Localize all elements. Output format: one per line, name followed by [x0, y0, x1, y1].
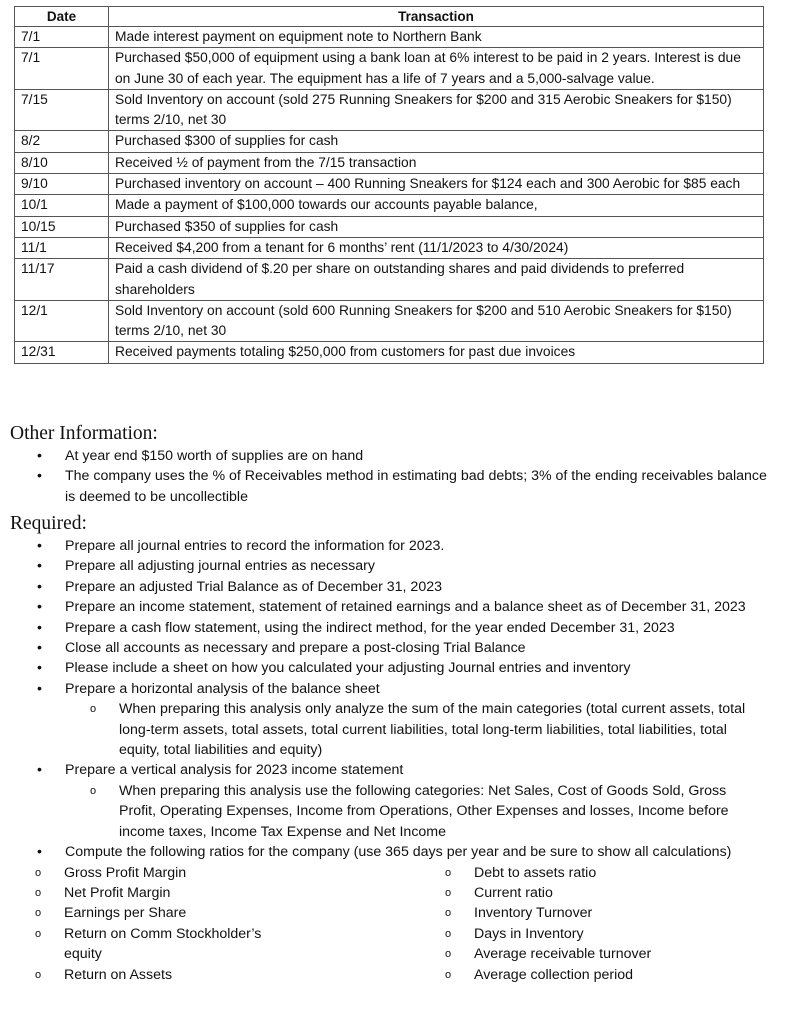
transaction-cell: Purchased $350 of supplies for cash — [109, 216, 764, 237]
list-item: • Prepare a cash flow statement, using the indirect method, for the year ended December 31, 2023 — [10, 618, 777, 638]
other-information-section — [10, 422, 777, 507]
ratio-item: o Earnings per Share — [10, 903, 310, 923]
list-item: • Close all accounts as necessary and prepare a post-closing Trial Balance — [10, 638, 777, 658]
sub-list — [65, 699, 777, 760]
bullet-icon: • — [37, 599, 42, 616]
list-item: • At year end $150 worth of supplies are on hand — [10, 446, 777, 466]
date-cell: 12/31 — [15, 342, 109, 363]
table-row — [15, 216, 764, 237]
table-body — [15, 27, 764, 364]
table-row — [15, 237, 764, 258]
circle-bullet-icon: o — [35, 907, 42, 920]
ratio-item: o Average receivable turnover — [420, 944, 720, 964]
circle-bullet-icon: o — [445, 927, 452, 940]
date-header: Date — [15, 7, 109, 27]
date-cell: 10/15 — [15, 216, 109, 237]
ratios-left-column — [10, 863, 310, 985]
sub-list — [65, 781, 777, 842]
bullet-icon: • — [37, 578, 42, 595]
table-row — [15, 89, 764, 131]
table-row — [15, 152, 764, 173]
circle-bullet-icon: o — [445, 968, 452, 981]
table-row — [15, 48, 764, 90]
ratio-item: o Days in Inventory — [420, 924, 720, 944]
transaction-cell: Sold Inventory on account (sold 600 Running Sneakers for $200 and 510 Aerobic Sneakers for $150) terms 2/10, net 30 — [109, 300, 764, 342]
date-cell: 10/1 — [15, 195, 109, 216]
list-item: • Prepare an adjusted Trial Balance as of December 31, 2023 — [10, 577, 777, 597]
table-row — [15, 342, 764, 363]
required-section — [10, 512, 794, 985]
transaction-cell: Made a payment of $100,000 towards our accounts payable balance, — [109, 195, 764, 216]
ratio-item: o Net Profit Margin — [10, 883, 310, 903]
circle-bullet-icon: o — [445, 907, 452, 920]
circle-bullet-icon: o — [35, 886, 42, 899]
ratio-item: o Return on Comm Stockholder’s equity — [35, 925, 262, 963]
sub-list-item: o When preparing this analysis use the following categories: Net Sales, Cost of Goods Sold, Gross Profit, Operating Expenses, Income from Operations, Other Expenses and losses, Income before income taxes, Income Tax Expense and Net Income — [90, 782, 729, 840]
table-header-row — [15, 7, 764, 27]
ratios-list — [35, 863, 794, 985]
circle-bullet-icon: o — [90, 703, 97, 716]
list-item: • Prepare all adjusting journal entries as necessary — [10, 556, 777, 576]
circle-bullet-icon: o — [445, 866, 452, 879]
date-cell: 8/2 — [15, 131, 109, 152]
list-item: • Prepare a vertical analysis for 2023 income statement o When preparing this analysis use the following categories: Net Sales, Cost of Goods Sold, Gross Profit, Operating Expenses, Income from Operations, Other Expenses and losses, Income before income taxes, Income Tax Expense and Net Income — [10, 760, 777, 842]
transaction-cell: Purchased $50,000 of equipment using a bank loan at 6% interest to be paid in 2 years. Interest is due on June 30 of each year. The equipment has a life of 7 years and a 5,000-salvage value. — [109, 48, 764, 90]
bullet-icon: • — [37, 538, 42, 554]
bullet-icon: • — [37, 660, 42, 677]
list-item: • Prepare all journal entries to record the information for 2023. — [10, 536, 777, 556]
sub-list-item: o When preparing this analysis only analyze the sum of the main categories (total current assets, total long-term assets, total assets, total current liabilities, total long-term liabilities, total liabilities, total equity, total liabilities and equity) — [90, 701, 746, 759]
bullet-icon: • — [37, 680, 42, 697]
transaction-cell: Received $4,200 from a tenant for 6 months’ rent (11/1/2023 to 4/30/2024) — [109, 237, 764, 258]
date-cell: 9/10 — [15, 174, 109, 195]
required-heading: Required: — [10, 513, 87, 534]
ratio-item: o Debt to assets ratio — [420, 863, 720, 883]
table-row — [15, 174, 764, 195]
date-cell: 7/15 — [15, 89, 109, 131]
table-row — [15, 131, 764, 152]
transaction-cell: Received ½ of payment from the 7/15 transaction — [109, 152, 764, 173]
circle-bullet-icon: o — [35, 968, 42, 981]
circle-bullet-icon: o — [445, 886, 452, 899]
circle-bullet-icon: o — [35, 927, 42, 940]
date-cell: 11/17 — [15, 259, 109, 301]
circle-bullet-icon: o — [90, 784, 97, 797]
ratios-right-column — [420, 863, 720, 985]
date-cell: 7/1 — [15, 48, 109, 90]
required-list — [10, 536, 794, 985]
date-cell: 12/1 — [15, 300, 109, 342]
date-cell: 8/10 — [15, 152, 109, 173]
bullet-icon: • — [37, 558, 42, 575]
date-cell: 7/1 — [15, 27, 109, 48]
ratio-item: o Inventory Turnover — [420, 903, 720, 923]
circle-bullet-icon: o — [35, 866, 42, 879]
transaction-cell: Sold Inventory on account (sold 275 Running Sneakers for $200 and 315 Aerobic Sneakers for $150) terms 2/10, net 30 — [109, 89, 764, 131]
transaction-cell: Purchased inventory on account – 400 Running Sneakers for $124 each and 300 Aerobic for $85 each — [109, 174, 764, 195]
bullet-icon: • — [37, 619, 42, 636]
ratio-item: o Gross Profit Margin — [10, 863, 310, 883]
transaction-cell: Received payments totaling $250,000 from customers for past due invoices — [109, 342, 764, 363]
table-row — [15, 300, 764, 342]
list-item: • Prepare a horizontal analysis of the balance sheet o When preparing this analysis only analyze the sum of the main categories (total current assets, total long-term assets, total assets, total current liabilities, total long-term liabilities, total liabilities, total equity, total liabilities and equity) — [10, 679, 777, 761]
transaction-cell: Made interest payment on equipment note to Northern Bank — [109, 27, 764, 48]
list-item: • The company uses the % of Receivables method in estimating bad debts; 3% of the ending receivables balance is deemed to be uncollectible — [37, 468, 767, 505]
list-item: • Please include a sheet on how you calculated your adjusting Journal entries and inventory — [10, 658, 777, 678]
list-item: • Prepare an income statement, statement of retained earnings and a balance sheet as of December 31, 2023 — [10, 597, 777, 617]
bullet-icon: • — [37, 468, 42, 485]
bullet-icon: • — [37, 844, 42, 861]
transaction-header: Transaction — [109, 7, 764, 27]
ratio-item: o Average collection period — [420, 965, 720, 985]
bullet-icon: • — [37, 448, 42, 464]
ratio-item: o Current ratio — [420, 883, 720, 903]
table-row — [15, 195, 764, 216]
list-item: • Compute the following ratios for the company (use 365 days per year and be sure to show all calculations) o Gross Profit Margin o Net Profit Margin o Earnings per Share o Return on Comm Stockholder’s equity o Return on Assets o Debt to assets ratio o Current ratio o Inventory Turnover o Days in Inventory o Average receivable turnover o Average collection period — [10, 842, 794, 984]
table-row — [15, 27, 764, 48]
bullet-icon: • — [37, 762, 42, 779]
circle-bullet-icon: o — [445, 948, 452, 961]
transaction-cell: Purchased $300 of supplies for cash — [109, 131, 764, 152]
bullet-icon: • — [37, 640, 42, 657]
transaction-cell: Paid a cash dividend of $.20 per share on outstanding shares and paid dividends to preferred shareholders — [109, 259, 764, 301]
transactions-table — [14, 6, 764, 364]
other-information-heading: Other Information: — [10, 423, 158, 444]
table-row — [15, 259, 764, 301]
ratio-item: o Return on Assets — [10, 965, 310, 985]
date-cell: 11/1 — [15, 237, 109, 258]
other-information-list — [10, 446, 777, 507]
